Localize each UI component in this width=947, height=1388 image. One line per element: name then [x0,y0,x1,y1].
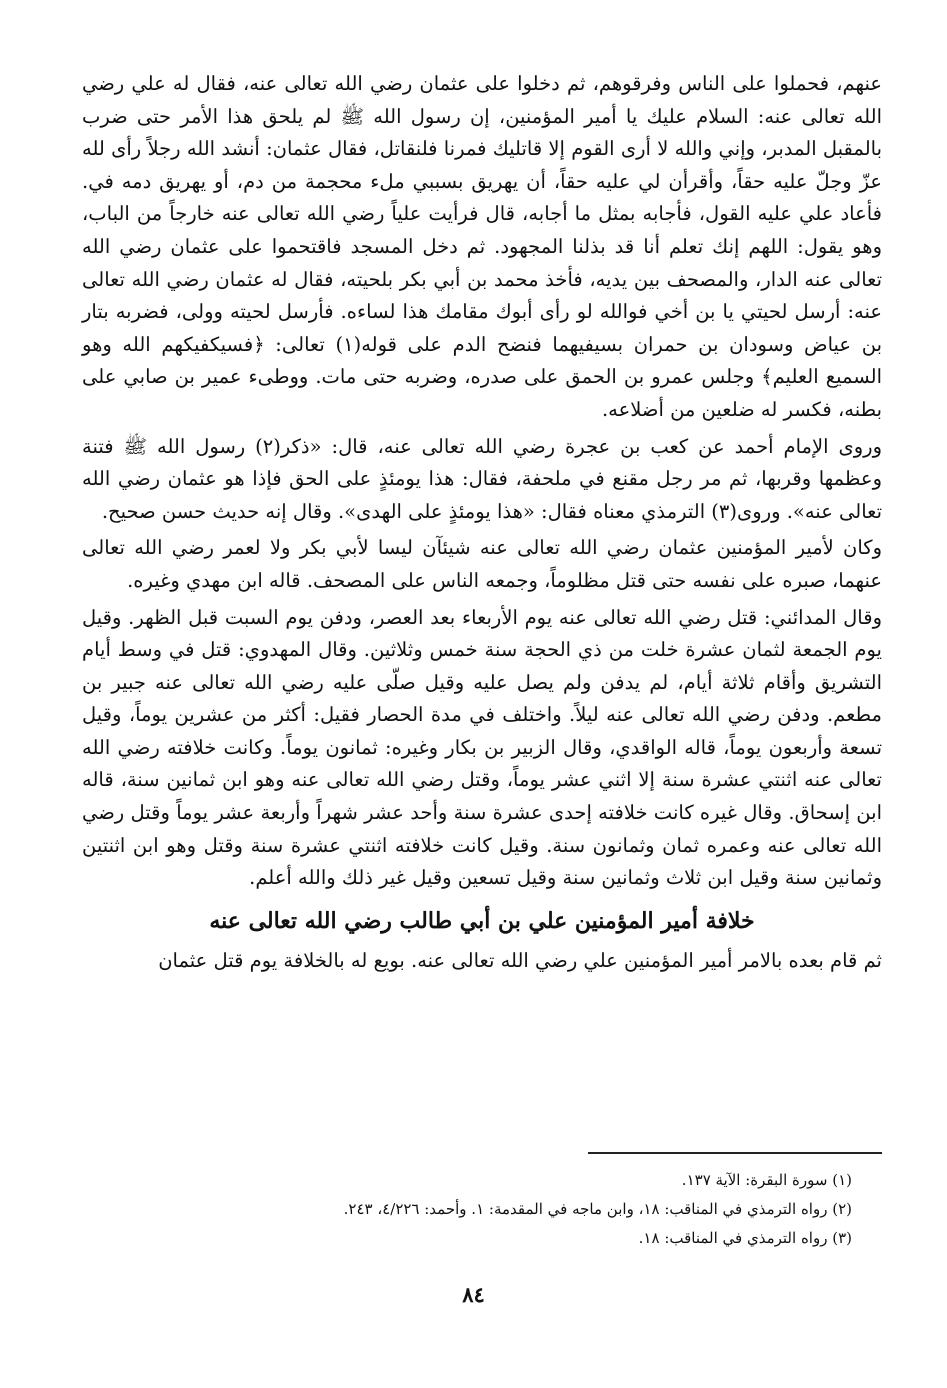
paragraph-4 [82,602,882,895]
paragraph-text: وكان لأمير المؤمنين عثمان رضي الله تعالى عنه شيئآن ليسا لأبي بكر ولا لعمر رضي الله تعالى عنهما، صبره على نفسه حتى قتل مظلوماً، وجمعه الناس على المصحف. قاله ابن مهدي وغيره. [82,536,882,592]
section-heading: خلافة أمير المؤمنين علي بن أبي طالب رضي الله تعالى عنه [209,907,755,934]
paragraph-text: وروى الإمام أحمد عن كعب بن عجرة رضي الله تعالى عنه، قال: «ذكر(٢) رسول الله ﷺ فتنة وعظمها وقربها، ثم مر رجل مقنع في ملحفة، فقال: هذا يومئذٍ على الحق فإذا هو عثمان رضي الله تعالى عنه». وروى(٣) الترمذي معناه فقال: «هذا يومئذٍ على الهدى». وقال إنه حديث حسن صحيح. [82,434,882,523]
paragraph-2 [82,431,882,529]
paragraph-5 [82,945,882,978]
footnote-3: (٣) رواه الترمذي في المناقب: ١٨. [638,1229,852,1247]
paragraph-1 [82,68,882,427]
page-number: ٨٤ [462,1282,485,1307]
paragraph-3 [82,532,882,597]
page-body [82,68,882,977]
footnote-2: (٢) رواه الترمذي في المناقب: ١٨، وابن ماجه في المقدمة: ١. وأحمد: ٤/٢٢٦، ٢٤٣. [343,1200,852,1218]
footnotes [82,1166,852,1253]
paragraph-text: وقال المدائني: قتل رضي الله تعالى عنه يوم الأربعاء بعد العصر، ودفن يوم السبت قبل الظهر. وقيل يوم الجمعة لثمان عشرة خلت من ذي الحجة سنة خمس وثلاثين. وقال المهدوي: قتل في وسط أيام التشريق وأقام ثلاثة أيام، لم يدفن ولم يصل عليه وقيل صلّى عليه رضي الله تعالى عنه جبير بن مطعم. ودفن رضي الله تعالى عنه ليلاً. واختلف في مدة الحصار فقيل: أكثر من عشرين يوماً، وقيل تسعة وأربعون يوماً، قاله الواقدي، وقال الزبير بن بكار وغيره: ثمانون يوماً. وكانت خلافته رضي الله تعالى عنه اثنتي عشرة سنة إلا اثني عشر يوماً، وقتل رضي الله تعالى عنه وهو ابن ثمانين سنة، قاله ابن إسحاق. وقال غيره كانت خلافته إحدى عشرة سنة وأحد عشر شهراً وأربعة عشر يوماً وقتل رضي الله تعالى عنه وعمره ثمان وثمانون سنة. وقيل كانت خلافته اثنتي عشرة سنة وقتل وهو ابن اثنتين وثمانين سنة وقيل ابن ثلاث وثمانين سنة وقيل تسعين وقيل غير ذلك والله أعلم. [82,605,882,890]
footnote-divider [588,1152,882,1154]
paragraph-text: عنهم، فحملوا على الناس وفرقوهم، ثم دخلوا على عثمان رضي الله تعالى عنه، فقال له علي رضي الله تعالى عنه: السلام عليك يا أمير المؤمنين، إن رسول الله ﷺ لم يلحق هذا الأمر حتى ضرب بالمقبل المدبر، وإني والله لا أرى القوم إلا قاتليك فمرنا فلنقاتل، فقال عثمان: أنشد الله رجلاً رأى لله عزّ وجلّ عليه حقاً، وأقرأن لي عليه حقاً، أن يهريق بسببي ملء محجمة من دم، أو يهريق دمه في. فأعاد علي عليه القول، فأجابه بمثل ما أجابه، قال فرأيت علياً رضي الله تعالى عنه خارجاً من الباب، وهو يقول: اللهم إنك تعلم أنا قد بذلنا المجهود. ثم دخل المسجد فاقتحموا على عثمان رضي الله تعالى عنه الدار، والمصحف بين يديه، فأخذ محمد بن أبي بكر بلحيته، فقال له عثمان رضي الله تعالى عنه: أرسل لحيتي يا بن أخي فوالله لو رأى أبوك مقامك هذا لساءه. فأرسل لحيته وولى، فضربه بتار بن عياض وسودان بن حمران بسيفيهما فنضح الدم على قوله(١) تعالى: ﴿فسيكفيكهم الله وهو السميع العليم﴾ وجلس عمرو بن الحمق على صدره، وضربه حتى مات. ووطىء عمير بن صابي على بطنه، فكسر له ضلعين من أضلاعه. [82,72,882,421]
paragraph-text: ثم قام بعده بالامر أمير المؤمنين علي رضي الله تعالى عنه. بويع له بالخلافة يوم قتل عثمان [158,948,882,972]
footnote-1: (١) سورة البقرة: الآية ١٣٧. [681,1171,852,1189]
